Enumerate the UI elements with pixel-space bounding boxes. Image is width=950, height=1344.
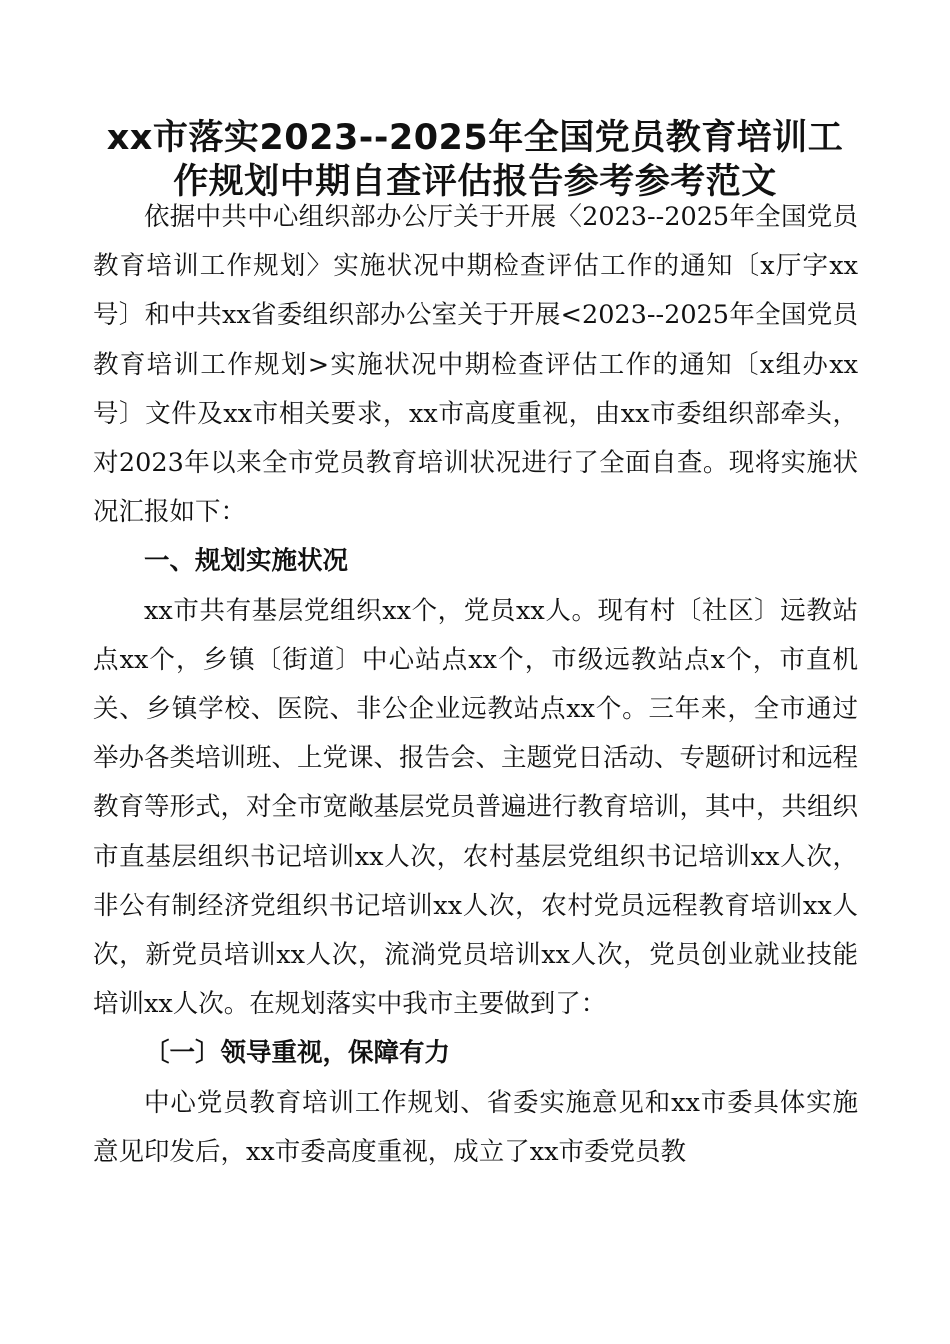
section-1-paragraph: xx市共有基层党组织xx个，党员xx人。现有村〔社区〕远教站点xx个，乡镇〔街道〕中心站点xx个，市级远教站点x个，市直机关、乡镇学校、医院、非公企业远教站点xx个。三年来，全市通过举办各类培训班、上党课、报告会、主题党日活动、专题研讨和远程教育等形式，对全市宽敞基层党员普遍进行教育培训，其中，共组织市直基层组织书记培训xx人次，农村基层党组织书记培训xx人次，非公有制经济党组织书记培训xx人次，农村党员远程教育培训xx人次，新党员培训xx人次，流淌党员培训xx人次，党员创业就业技能培训xx人次。在规划落实中我市主要做到了： — [93, 595, 859, 1020]
document-body — [93, 193, 858, 1177]
document-title-line-2: 作规划中期自查评估报告参考参考范文 — [173, 162, 777, 202]
section-heading-1: 一、规划实施状况 — [144, 546, 349, 577]
subsection-heading-1: 〔一〕领导重视，保障有力 — [144, 1038, 451, 1069]
subsection-1-paragraph: 中心党员教育培训工作规划、省委实施意见和xx市委具体实施意见印发后，xx市委高度重视，成立了xx市委党员教 — [93, 1087, 858, 1167]
intro-paragraph: 依据中共中心组织部办公厅关于开展〈2023--2025年全国党员教育培训工作规划〉实施状况中期检查评估工作的通知〔x厅字xx号〕和中共xx省委组织部办公室关于开展<2023--2025年全国党员教育培训工作规划>实施状况中期检查评估工作的通知〔x组办xx号〕文件及xx市相关要求，xx市高度重视，由xx市委组织部牵头，对2023年以来全市党员教育培训状况进行了全面自查。现将实施状况汇报如下： — [93, 202, 858, 528]
document-title-line-1: xx市落实2023--2025年全国党员教育培训工 — [106, 118, 844, 158]
